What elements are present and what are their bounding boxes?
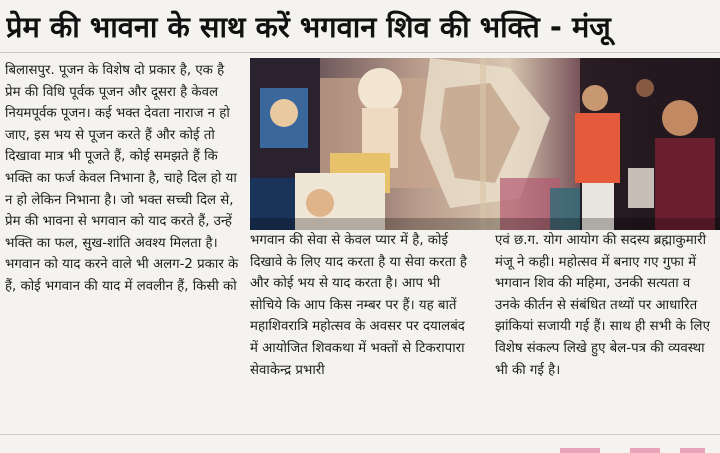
- headline-divider: [0, 52, 720, 53]
- next-headline-fragment: [560, 444, 710, 453]
- event-photo-illustration: [250, 58, 720, 230]
- headline: प्रेम की भावना के साथ करें भगवान शिव की भक्ति - मंजू: [6, 10, 611, 44]
- article-column-1: बिलासपुर. पूजन के विशेष दो प्रकार है, एक है प्रेम की विधि पूर्वक पूजन और दूसरा है केवल नियमपूर्वक पूजन। कई भक्त देवता नाराज न हो जाए, इस भय से पूजन करते हैं और कोई तो दिखावा मात्र भी पूजते हैं, कोई समझते हैं कि भक्ति का फर्ज केवल निभाना है, चाहे दिल हो या न हो लेकिन निभाना है। जो भक्त सच्ची दिल से, प्रेम की भावना से भगवान को याद करते हैं, उन्हें भक्ति का फल, सुख-शांति अवश्य मिलता है। भगवान को याद करने वाले भी अलग-2 प्रकार के हैं, कोई भगवान की याद में लवलीन हैं, किसी को: [5, 63, 239, 294]
- article-column-2: भगवान की सेवा से केवल प्यार में है, कोई दिखावे के लिए याद करता है या सेवा करता है और कोई भय से याद करता है। आप भी सोचिये कि आप किस नम्बर पर हैं। यह बातें महाशिवरात्रि महोत्सव के अवसर पर दयालबंद में आयोजित शिवकथा में भक्तों से टिकरापारा सेवाकेन्द्र प्रभारी: [250, 233, 467, 378]
- event-photo: [250, 58, 720, 230]
- article-column-3: एवं छ.ग. योग आयोग की सदस्य ब्रह्माकुमारी मंजू ने कही। महोत्सव में बनाए गए गुफा में भगवान शिव की महिमा, उनकी सत्यता व उनके कीर्तन से संबंधित तथ्यों पर आधारित झांकियां सजायी गई हैं। साथ ही सभी के लिए विशेष संकल्प लिखे हुए बेल-पत्र की व्यवस्था भी की गई है।: [495, 233, 710, 378]
- bottom-divider: [0, 434, 720, 435]
